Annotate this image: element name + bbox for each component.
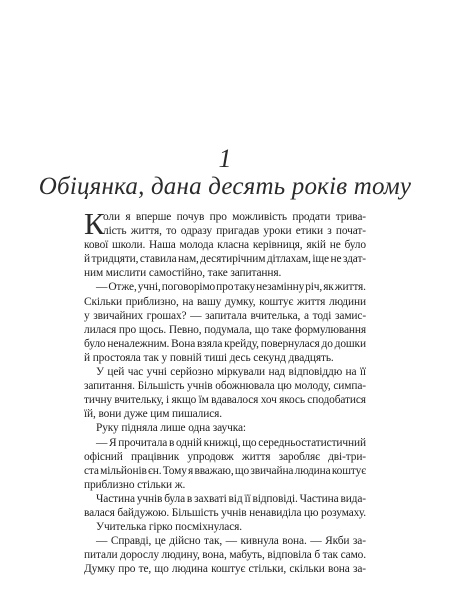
word: етики (295, 225, 323, 238)
text-line (84, 351, 366, 365)
text-line (84, 295, 366, 309)
word: звичайна (250, 464, 294, 477)
word: коштує (331, 464, 366, 477)
text-line (84, 478, 366, 492)
word: цю (304, 506, 319, 519)
word: почув (176, 211, 205, 223)
word: те, (138, 563, 152, 576)
text-line (84, 252, 366, 266)
word: життя (296, 295, 326, 308)
word: Частина (96, 492, 135, 505)
text-line (84, 309, 366, 323)
word: нам, (178, 253, 199, 266)
word: Скільки (84, 295, 122, 308)
word: єн. (148, 464, 162, 477)
word: у (84, 309, 90, 322)
word: Більшість (137, 380, 185, 393)
word: середньостатистичний (258, 436, 366, 449)
word: звичайних (93, 309, 143, 322)
word: за- (352, 563, 366, 576)
word: відповіддю (288, 366, 343, 379)
word: їм (198, 394, 209, 407)
word: вида- (340, 492, 366, 505)
word: з (327, 225, 332, 238)
word: запитала (205, 309, 247, 322)
word: якій (306, 239, 326, 252)
word: про (216, 281, 234, 294)
word: почат- (335, 225, 366, 238)
word: вона. (282, 535, 307, 548)
word: було (344, 239, 366, 252)
word: упродовж (187, 450, 234, 463)
word: якось (279, 394, 305, 407)
word: Тому (162, 464, 187, 477)
text-line (84, 224, 366, 238)
word: — (190, 309, 202, 322)
word: учнів (136, 492, 163, 505)
word: Наша (149, 239, 176, 252)
word: скільки (289, 563, 325, 576)
body-text (84, 206, 366, 576)
word: Справді, (110, 535, 152, 548)
word: й (84, 253, 90, 266)
text-line (84, 407, 366, 421)
word: можливість (232, 211, 287, 223)
word: б (314, 549, 320, 562)
word: вдавалося (211, 394, 259, 407)
word: дійсно (169, 535, 201, 548)
word: і (166, 394, 170, 407)
word: байдужою. (117, 506, 170, 519)
word: валася (84, 506, 115, 519)
line-text: Руку підняла лише одна заучка: (96, 422, 246, 435)
word: це (154, 535, 166, 548)
text-line (84, 323, 366, 337)
word: уроки (263, 225, 292, 238)
word: — (310, 535, 322, 548)
word: кової (84, 239, 109, 252)
word: людину, (161, 549, 200, 562)
word: а (303, 309, 309, 322)
word: замис- (335, 309, 366, 322)
word: запитання. (84, 380, 135, 393)
word: учнів (187, 380, 213, 393)
word: життя (241, 450, 271, 463)
word: в (168, 436, 175, 449)
text-line (84, 210, 366, 224)
word: продати (292, 211, 331, 223)
word: молода (179, 239, 214, 252)
word: над (268, 366, 286, 379)
word: оли (103, 211, 120, 223)
word: кивнула (240, 535, 279, 548)
word: розумаху. (321, 506, 366, 519)
word: життя. (334, 281, 366, 294)
word: незамінну (256, 281, 305, 294)
word: офісний (84, 450, 123, 463)
word: грошах? (146, 309, 187, 322)
word: — (96, 281, 108, 294)
word: питали (84, 549, 118, 562)
word: так, (204, 535, 223, 548)
word: на (345, 366, 357, 379)
word: відповіла (267, 549, 312, 562)
word: молоду, (294, 380, 331, 393)
word: дошки (334, 337, 366, 350)
text-line (84, 436, 366, 450)
text-line (84, 548, 366, 562)
word: думку, (224, 295, 256, 308)
word: не (329, 239, 341, 252)
text-line (84, 280, 366, 294)
word: Частина (299, 492, 339, 505)
word: за- (352, 535, 366, 548)
word: книжці, (203, 436, 241, 449)
word: керівниця, (252, 239, 303, 252)
word: в (186, 492, 193, 505)
word: людини (328, 295, 366, 308)
word: так (322, 549, 338, 562)
word: вона, (202, 549, 227, 562)
word: лість (103, 225, 127, 238)
word: вчителька, (250, 309, 301, 322)
word: неналежним. (107, 337, 170, 350)
word: У (96, 366, 104, 379)
word: трива- (335, 211, 366, 223)
text-line (84, 421, 366, 435)
word: Більшість (171, 506, 219, 519)
word: школи. (112, 239, 146, 252)
word: людина (171, 563, 208, 576)
word: Я (109, 436, 117, 449)
word: що (234, 464, 250, 477)
word: учні (146, 366, 167, 379)
text-line (84, 464, 366, 478)
word: таку (234, 281, 256, 294)
word: працівник (130, 450, 180, 463)
word: про (209, 211, 227, 223)
word: дві-три- (328, 450, 366, 463)
word: лилася (84, 323, 117, 336)
word: коштує (259, 295, 294, 308)
word: то (166, 225, 177, 238)
word: міркували (216, 366, 266, 379)
word: дітлахам, (266, 253, 311, 266)
word: таке (271, 323, 292, 336)
word: життя, (130, 225, 162, 238)
word: про (118, 563, 136, 576)
word: була (164, 492, 186, 505)
line-text: їй, вони дуже цим пишалися. (84, 408, 223, 421)
word: до (321, 337, 333, 350)
word: подумала, (204, 323, 252, 336)
chapter-title: Обіцянка, дана десять років тому (38, 173, 412, 200)
word: тридцяти, (91, 253, 139, 266)
word: річ, (305, 281, 323, 294)
word: Думку (84, 563, 115, 576)
word: цю (277, 380, 292, 393)
text-line (84, 492, 366, 506)
text-line (84, 506, 366, 520)
word: хоч (260, 394, 277, 407)
line-text: приблизно стільки ж. (84, 478, 186, 491)
word: одразу (180, 225, 212, 238)
word: мабуть, (229, 549, 265, 562)
word: тичну (84, 394, 112, 407)
word: що (254, 323, 269, 336)
word: якщо (171, 394, 197, 407)
word: сподобатися (307, 394, 366, 407)
word: Якби (325, 535, 350, 548)
word: цей (107, 366, 125, 379)
word: — (96, 535, 108, 548)
word: Отже, (108, 281, 137, 294)
word: відповіді. (252, 492, 298, 505)
word: мільйонів (100, 464, 147, 477)
word: тоді (312, 309, 332, 322)
word: час (127, 366, 144, 379)
word: захваті (194, 492, 227, 505)
text-line (84, 393, 366, 407)
word: взяла (197, 337, 223, 350)
word: поговорімо (161, 281, 216, 294)
text-line (84, 562, 366, 576)
text-line (84, 534, 366, 548)
text-line (84, 266, 366, 280)
word: Певно, (168, 323, 202, 336)
text-line (84, 238, 366, 252)
word: що (154, 563, 169, 576)
word: вчительку, (114, 394, 164, 407)
word: як (323, 281, 334, 294)
line-text: Учителька гірко посміхнулася. (96, 521, 242, 534)
word: її (359, 366, 366, 379)
word: класна (217, 239, 249, 252)
word: про (118, 323, 137, 336)
word: що (242, 436, 257, 449)
word: її (244, 492, 251, 505)
word: прочитала (118, 436, 168, 449)
word: здат- (342, 253, 366, 266)
line-text: й простояла так у повній тиші десь секунд двадцять. (84, 351, 334, 364)
text-line (84, 337, 366, 351)
word: Вона (171, 337, 196, 350)
text-line (84, 365, 366, 379)
word: ставила (139, 253, 177, 266)
word: було (84, 337, 106, 350)
word: обожнювала (215, 380, 275, 393)
word: дорослу (120, 549, 159, 562)
word: я (188, 464, 194, 477)
word: формулювання (294, 323, 366, 336)
word: людина (294, 464, 331, 477)
drop-cap: К (84, 206, 105, 241)
text-line (84, 450, 366, 464)
word: я (125, 211, 131, 223)
chapter-number: 1 (218, 144, 232, 173)
word: само. (340, 549, 366, 562)
word: щось. (138, 323, 167, 336)
word: від (228, 492, 243, 505)
text-line (84, 379, 366, 393)
word: пригадав (216, 225, 260, 238)
word: серйозно (170, 366, 214, 379)
word: одній (175, 436, 202, 449)
word: заробляє (278, 450, 320, 463)
word: симпа- (333, 380, 366, 393)
word: учні, (137, 281, 161, 294)
word: повернулася (260, 337, 320, 350)
word: вперше (135, 211, 172, 223)
word: крейду, (224, 337, 259, 350)
word: стільки, (248, 563, 287, 576)
word: ста (84, 464, 99, 477)
line-text: ним мислити самостійно, таке запитання. (84, 267, 282, 280)
word: учнів (221, 506, 247, 519)
word: вона (328, 563, 350, 576)
word: ненавиділа (249, 506, 302, 519)
word: іще (312, 253, 329, 266)
text-line (84, 520, 366, 534)
word: вашу (196, 295, 222, 308)
word: десятирічним (200, 253, 266, 266)
word: на (182, 295, 194, 308)
word: коштує (211, 563, 246, 576)
word: — (225, 535, 237, 548)
word: приблизно, (125, 295, 179, 308)
word: — (96, 436, 108, 449)
word: не (330, 253, 342, 266)
word: вважаю, (194, 464, 234, 477)
